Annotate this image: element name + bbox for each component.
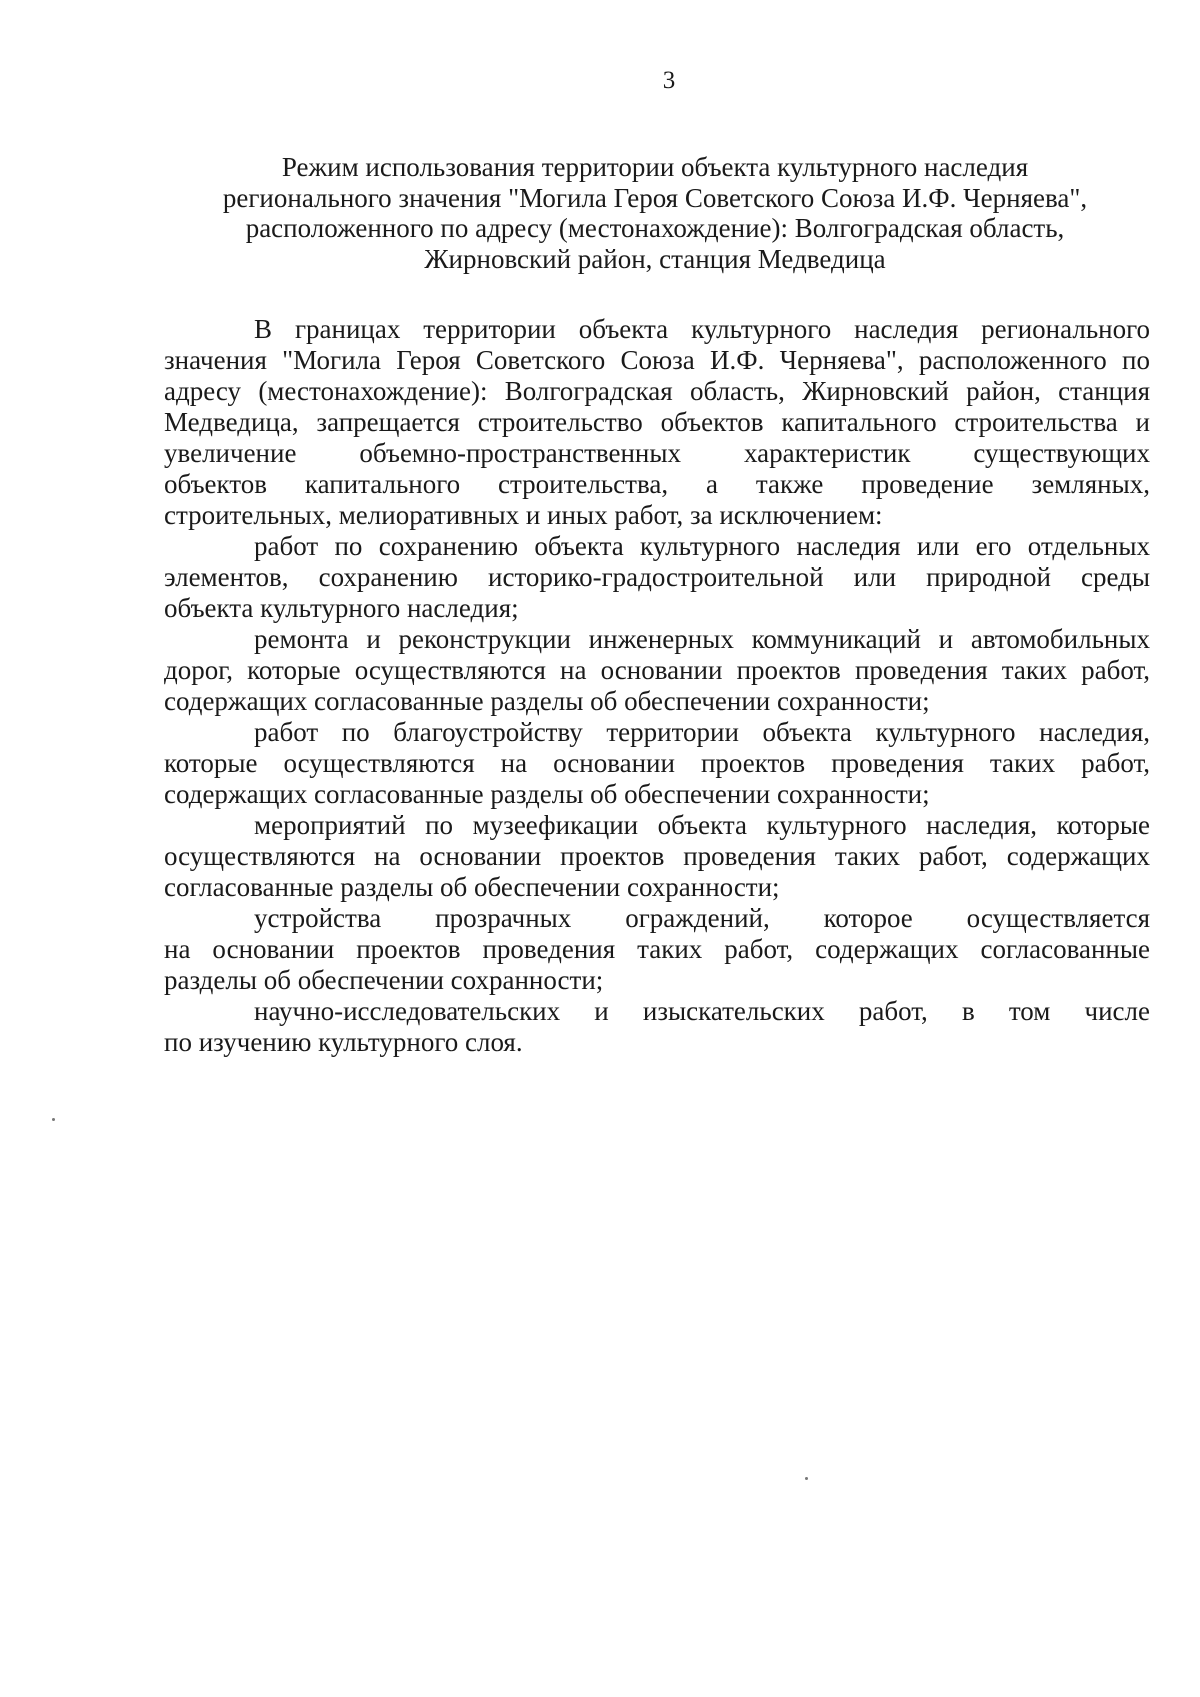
text-line: элементов, сохранению историко-градостроительной или природной среды <box>164 562 1150 592</box>
text-line: Медведица, запрещается строительство объектов капитального строительства и <box>164 407 1150 437</box>
title-line: расположенного по адресу (местонахождение): Волгоградская область, <box>245 213 1065 243</box>
text-line: дорог, которые осуществляются на основании проектов проведения таких работ, <box>164 655 1150 685</box>
title-line: Режим использования территории объекта культурного наследия <box>281 152 1029 182</box>
text-line: на основании проектов проведения таких работ, содержащих согласованные <box>164 934 1150 964</box>
text-line: значения "Могила Героя Советского Союза И.Ф. Черняева", расположенного по <box>164 345 1150 375</box>
text-line: осуществляются на основании проектов проведения таких работ, содержащих <box>164 841 1150 871</box>
text-line: разделы об обеспечении сохранности; <box>164 965 604 995</box>
paragraph-exception-2 <box>164 624 1150 717</box>
document-title <box>165 152 1145 274</box>
title-line: Жирновский район, станция Медведица <box>424 243 886 274</box>
paragraph-exception-1 <box>164 531 1150 624</box>
paragraph-exception-3 <box>164 717 1150 810</box>
title-line: регионального значения "Могила Героя Советского Союза И.Ф. Черняева", <box>222 182 1088 213</box>
text-line: увеличение объемно-пространственных характеристик существующих <box>164 438 1150 468</box>
text-line: согласованные разделы об обеспечении сохранности; <box>164 872 780 902</box>
text-line: объекта культурного наследия; <box>164 593 519 623</box>
paragraph-exception-5 <box>164 903 1150 996</box>
text-line: ремонта и реконструкции инженерных коммуникаций и автомобильных <box>254 624 1150 654</box>
text-line: содержащих согласованные разделы об обеспечении сохранности; <box>164 686 930 716</box>
text-line: работ по сохранению объекта культурного наследия или его отдельных <box>254 531 1150 561</box>
text-line: которые осуществляются на основании проектов проведения таких работ, <box>164 748 1150 778</box>
page-number: 3 <box>662 67 676 94</box>
text-line: по изучению культурного слоя. <box>164 1027 523 1057</box>
paragraph-exception-6 <box>164 996 1150 1058</box>
text-line: адресу (местонахождение): Волгоградская область, Жирновский район, станция <box>164 376 1150 406</box>
text-line: В границах территории объекта культурного наследия регионального <box>254 314 1150 344</box>
text-line: научно-исследовательских и изыскательских работ, в том числе <box>254 996 1150 1026</box>
scan-speck <box>52 1118 55 1121</box>
text-line: устройства прозрачных ограждений, которое осуществляется <box>254 903 1150 933</box>
text-line: работ по благоустройству территории объекта культурного наследия, <box>254 717 1150 747</box>
paragraph-exception-4 <box>164 810 1150 903</box>
paragraph-main <box>164 314 1150 531</box>
text-line: мероприятий по музеефикации объекта культурного наследия, которые <box>254 810 1150 840</box>
text-line: объектов капитального строительства, а также проведение земляных, <box>164 469 1150 499</box>
document-body <box>164 314 1150 1058</box>
text-line: содержащих согласованные разделы об обеспечении сохранности; <box>164 779 930 809</box>
scan-speck <box>805 1477 808 1480</box>
text-line: строительных, мелиоративных и иных работ, за исключением: <box>164 500 883 530</box>
